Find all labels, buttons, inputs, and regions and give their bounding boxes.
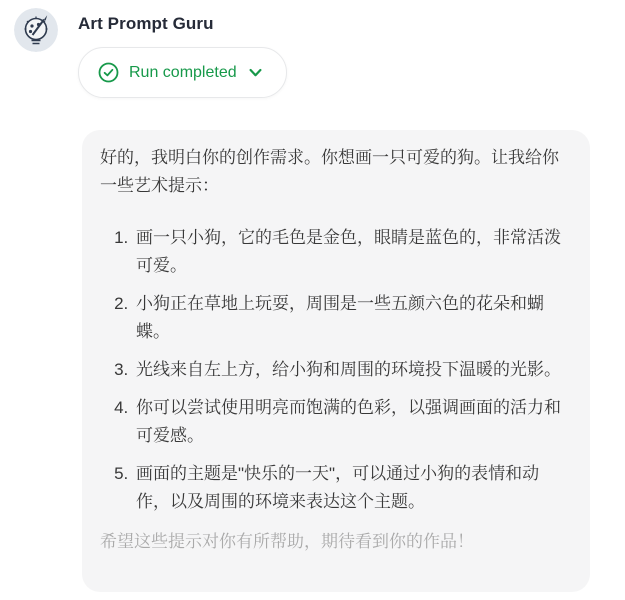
message-closing: 希望这些提示对你有所帮助，期待看到你的作品！ — [100, 532, 474, 551]
list-item: 4. 你可以尝试使用明亮而饱满的色彩，以强调画面的活力和可爱感。 — [133, 394, 572, 450]
art-palette-lightbulb-icon — [14, 8, 58, 52]
assistant-header-main — [78, 8, 287, 98]
list-item: 3. 光线来自左上方，给小狗和周围的环境投下温暖的光影。 — [133, 356, 572, 384]
list-item: 5. 画面的主题是"快乐的一天"，可以通过小狗的表情和动作，以及周围的环境来表达这个主题。 — [133, 460, 572, 516]
assistant-header — [0, 0, 625, 98]
assistant-name: Art Prompt Guru — [78, 14, 214, 33]
assistant-message-bubble — [82, 130, 590, 592]
run-status-button[interactable] — [78, 47, 287, 98]
list-item: 1. 画一只小狗，它的毛色是金色，眼睛是蓝色的，非常活泼可爱。 — [133, 224, 572, 280]
assistant-avatar — [14, 8, 58, 52]
message-intro: 好的，我明白你的创作需求。你想画一只可爱的狗。让我给你一些艺术提示： — [100, 148, 559, 195]
check-circle-icon — [98, 62, 119, 83]
run-status-label: Run completed — [129, 63, 237, 81]
list-item: 2. 小狗正在草地上玩耍，周围是一些五颜六色的花朵和蝴蝶。 — [133, 290, 572, 346]
chevron-down-icon — [247, 64, 264, 81]
art-tips-list — [100, 224, 572, 516]
